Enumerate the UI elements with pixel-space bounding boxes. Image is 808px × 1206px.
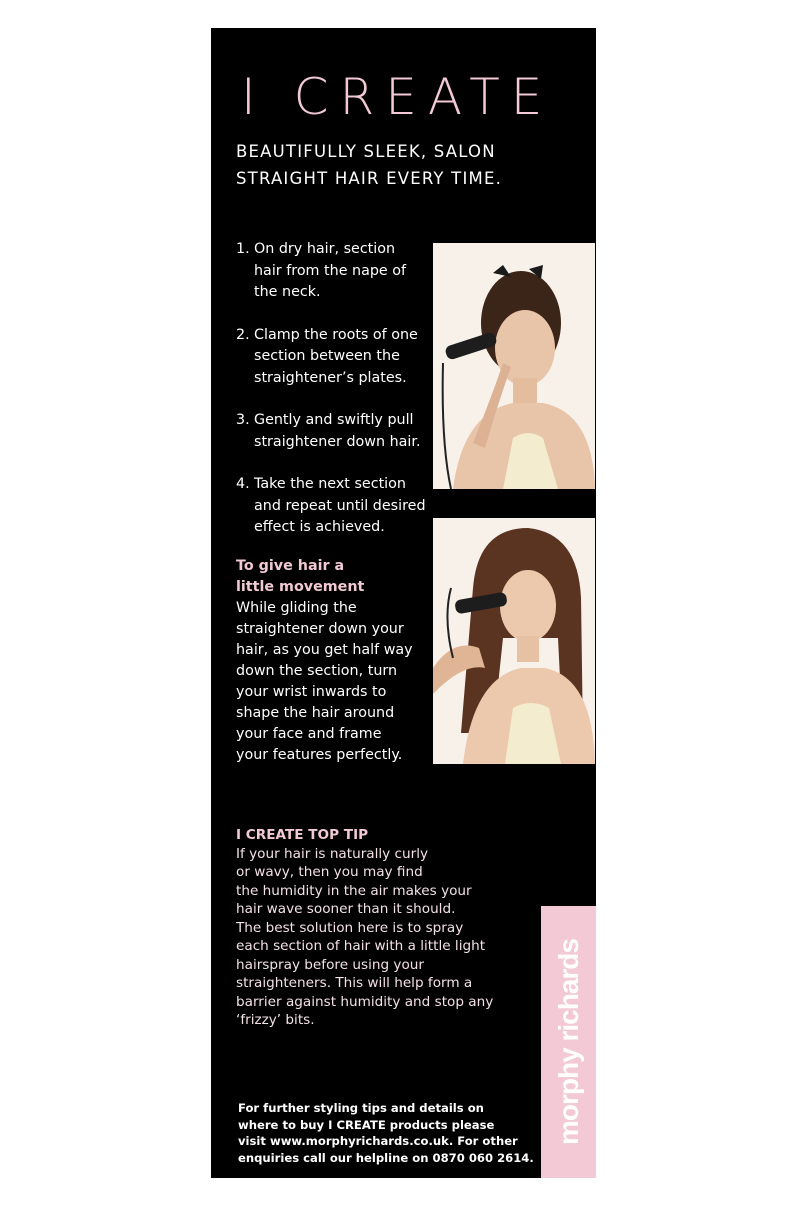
top-tip-section xyxy=(236,826,526,1030)
footer-info xyxy=(238,1100,538,1166)
movement-text: your face and frame xyxy=(236,726,382,742)
step-text: Take the next section xyxy=(254,476,406,492)
top-tip-text: the humidity in the air makes your xyxy=(236,882,472,899)
step-text: hair from the nape of xyxy=(254,262,407,279)
step-text: On dry hair, section xyxy=(254,241,396,257)
movement-text: While gliding the xyxy=(236,600,357,616)
step-item xyxy=(236,325,436,390)
brand-logo: morphy richards xyxy=(552,939,584,1145)
step-text: straightener down hair. xyxy=(254,433,421,450)
leaflet-panel xyxy=(211,28,596,1178)
top-tip-heading: I CREATE TOP TIP xyxy=(236,827,369,843)
step-item xyxy=(236,410,436,453)
photo-model-clamping xyxy=(433,243,595,489)
movement-heading: To give hair a xyxy=(236,558,345,574)
top-tip-text: or wavy, then you may find xyxy=(236,864,423,880)
footer-text: For further styling tips and details on xyxy=(238,1101,484,1115)
step-number: 2. xyxy=(236,326,250,343)
top-tip-text: ‘frizzy’ bits. xyxy=(236,1012,315,1028)
movement-heading: little movement xyxy=(236,579,365,595)
movement-text: shape the hair around xyxy=(236,705,395,721)
step-text: effect is achieved. xyxy=(254,519,385,535)
step-text: Gently and swiftly pull xyxy=(254,412,414,428)
movement-text: hair, as you get half way xyxy=(236,642,413,658)
model-photo-illustration xyxy=(433,243,595,489)
movement-text: down the section, turn xyxy=(236,663,398,679)
top-tip-text: hairspray before using your xyxy=(236,956,424,973)
step-number: 3. xyxy=(236,412,250,428)
top-tip-text: each section of hair with a little light xyxy=(236,938,486,954)
step-item xyxy=(236,474,436,539)
step-number: 4. xyxy=(236,476,250,492)
subtitle xyxy=(236,138,556,192)
brand-logo-strip xyxy=(541,906,596,1178)
step-text: the neck. xyxy=(254,284,321,300)
step-text: section between the xyxy=(254,348,400,364)
model-photo-illustration xyxy=(433,518,595,764)
step-number: 1. xyxy=(236,241,250,257)
movement-section xyxy=(236,556,436,766)
step-text: straightener’s plates. xyxy=(254,369,407,386)
movement-text: your wrist inwards to xyxy=(236,684,387,700)
subtitle-line: STRAIGHT HAIR EVERY TIME. xyxy=(236,169,503,188)
footer-text: enquiries call our helpline on 0870 060 2614. xyxy=(238,1150,534,1165)
top-tip-text: If your hair is naturally curly xyxy=(236,845,429,862)
movement-text: straightener down your xyxy=(236,621,404,637)
page-title: I CREATE xyxy=(241,68,554,126)
steps-list xyxy=(236,239,436,560)
top-tip-text: straighteners. This will help form a xyxy=(236,975,473,991)
step-text: and repeat until desired xyxy=(254,497,426,514)
footer-text: visit www.morphyrichards.co.uk. For other xyxy=(238,1134,518,1148)
movement-text: your features perfectly. xyxy=(236,747,403,763)
top-tip-text: hair wave sooner than it should. xyxy=(236,901,456,917)
photo-model-straightening xyxy=(433,518,595,764)
top-tip-text: The best solution here is to spray xyxy=(236,919,464,936)
top-tip-text: barrier against humidity and stop any xyxy=(236,993,494,1010)
step-item xyxy=(236,239,436,304)
footer-text: where to buy I CREATE products please xyxy=(238,1117,495,1132)
subtitle-line: BEAUTIFULLY SLEEK, SALON xyxy=(236,142,496,161)
step-text: Clamp the roots of one xyxy=(254,326,418,343)
